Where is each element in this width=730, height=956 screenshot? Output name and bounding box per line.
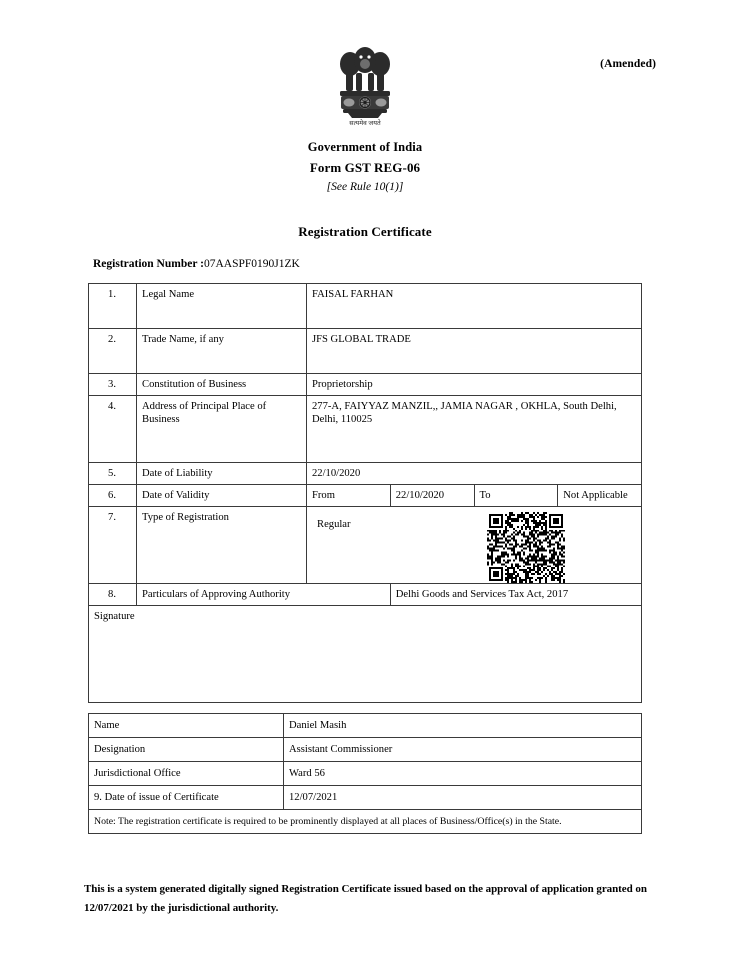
qr-code-icon xyxy=(487,512,565,583)
row-number: 1. xyxy=(89,284,137,329)
row-value: 12/07/2021 xyxy=(284,786,642,810)
row-value: Assistant Commissioner xyxy=(284,738,642,762)
table-row xyxy=(89,396,642,463)
emblem-container xyxy=(0,44,730,133)
row-value: Proprietorship xyxy=(307,374,642,396)
row-label: Particulars of Approving Authority xyxy=(137,584,391,606)
row-number: 2. xyxy=(89,329,137,374)
registration-number-label: Registration Number : xyxy=(93,258,204,270)
row-label: Name xyxy=(89,714,284,738)
validity-to-value: Not Applicable xyxy=(558,485,642,507)
row-value: 277-A, FAIYYAZ MANZIL,, JAMIA NAGAR , OKHLA, South Delhi, Delhi, 110025 xyxy=(307,396,642,463)
row-value: Daniel Masih xyxy=(284,714,642,738)
row-value: 22/10/2020 xyxy=(307,463,642,485)
page-title: Registration Certificate xyxy=(298,224,432,239)
row-label: Address of Principal Place of Business xyxy=(137,396,307,463)
row-number: 4. xyxy=(89,396,137,463)
row-label: Date of Validity xyxy=(137,485,307,507)
row-value: Ward 56 xyxy=(284,762,642,786)
row-label: 9. Date of issue of Certificate xyxy=(89,786,284,810)
form-number-line: Form GST REG-06 xyxy=(309,160,421,175)
table-row-note xyxy=(89,810,642,834)
row-label: Jurisdictional Office xyxy=(89,762,284,786)
row-value: Regular xyxy=(317,519,351,530)
authority-details-table xyxy=(88,713,642,834)
validity-from-value: 22/10/2020 xyxy=(390,485,474,507)
ashoka-lion-capital-emblem-icon xyxy=(334,44,396,128)
validity-from-label: From xyxy=(307,485,391,507)
amended-label: (Amended) xyxy=(600,58,656,70)
display-note: Note: The registration certificate is required to be prominently displayed at all places of Business/Office(s) in the State. xyxy=(89,810,642,834)
row-number: 3. xyxy=(89,374,137,396)
table-row xyxy=(89,762,642,786)
table-row xyxy=(89,738,642,762)
type-value-and-qr-cell xyxy=(307,507,642,584)
table-row-signature xyxy=(89,606,642,703)
table-row xyxy=(89,374,642,396)
registration-number xyxy=(93,258,300,270)
validity-to-label: To xyxy=(474,485,558,507)
row-label: Designation xyxy=(89,738,284,762)
signature-label: Signature xyxy=(89,606,642,703)
row-number: 7. xyxy=(89,507,137,584)
table-row-type xyxy=(89,507,642,584)
row-number: 8. xyxy=(89,584,137,606)
row-label: Date of Liability xyxy=(137,463,307,485)
row-label: Legal Name xyxy=(137,284,307,329)
row-value: JFS GLOBAL TRADE xyxy=(307,329,642,374)
registration-number-value: 07AASPF0190J1ZK xyxy=(203,258,300,270)
svg-text:सत्यमेव जयते: सत्यमेव जयते xyxy=(349,120,381,127)
table-row xyxy=(89,329,642,374)
table-row xyxy=(89,786,642,810)
row-label: Constitution of Business xyxy=(137,374,307,396)
table-row-validity xyxy=(89,485,642,507)
row-number: 6. xyxy=(89,485,137,507)
row-value: Delhi Goods and Services Tax Act, 2017 xyxy=(390,584,641,606)
particulars-table xyxy=(88,283,642,703)
table-row-authority xyxy=(89,584,642,606)
row-value: FAISAL FARHAN xyxy=(307,284,642,329)
table-row xyxy=(89,463,642,485)
table-row xyxy=(89,284,642,329)
government-line: Government of India xyxy=(307,140,423,154)
row-number: 5. xyxy=(89,463,137,485)
row-label: Type of Registration xyxy=(137,507,307,584)
rule-reference: [See Rule 10(1)] xyxy=(326,181,404,193)
system-generated-footer: This is a system generated digitally signed Registration Certificate issued based on the approval of application granted on 12/07/2021 by the jurisdictional authority. xyxy=(84,883,647,914)
row-label: Trade Name, if any xyxy=(137,329,307,374)
document-title-block xyxy=(0,137,730,240)
table-row xyxy=(89,714,642,738)
